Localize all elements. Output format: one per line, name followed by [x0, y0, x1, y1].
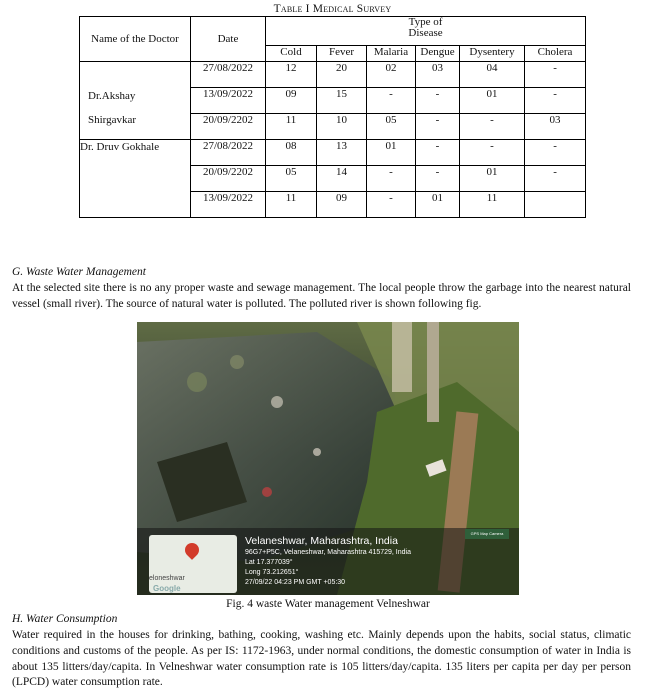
value-cell: 14: [317, 166, 367, 192]
waste-water-photo: [137, 322, 519, 595]
value-cell: -: [525, 140, 586, 166]
header-disease-malaria: Malaria: [367, 46, 416, 62]
value-cell: -: [367, 192, 416, 218]
value-cell: -: [416, 114, 460, 140]
header-type-line2: Disease: [408, 27, 443, 39]
value-cell: 08: [266, 140, 317, 166]
section-g-heading: G. Waste Water Management: [12, 266, 146, 278]
value-cell: -: [416, 140, 460, 166]
value-cell: 01: [460, 166, 525, 192]
value-cell: 03: [416, 62, 460, 88]
map-brand-logo: Google: [153, 584, 181, 593]
value-cell: 04: [460, 62, 525, 88]
table-title: Table I Medical Survey: [273, 3, 392, 15]
header-disease-dysentery: Dysentery: [460, 46, 525, 62]
value-cell: [525, 192, 586, 218]
table-row: [80, 62, 586, 88]
header-disease-dengue: Dengue: [416, 46, 460, 62]
value-cell: -: [525, 62, 586, 88]
date-cell: 27/08/2022: [191, 140, 266, 166]
header-doctor-name: Name of the Doctor: [80, 17, 191, 62]
value-cell: 01: [460, 88, 525, 114]
value-cell: 20: [317, 62, 367, 88]
value-cell: -: [460, 140, 525, 166]
value-cell: 02: [367, 62, 416, 88]
geotag-datetime: 27/09/22 04:23 PM GMT +05:30: [245, 579, 346, 586]
value-cell: 11: [460, 192, 525, 218]
value-cell: 01: [416, 192, 460, 218]
value-cell: -: [367, 166, 416, 192]
doctor-name-line2: Shirgavkar: [88, 114, 137, 126]
figure-caption: Fig. 4 waste Water management Velneshwar: [226, 598, 430, 610]
date-cell: 20/09/2202: [191, 114, 266, 140]
value-cell: 10: [317, 114, 367, 140]
value-cell: -: [525, 166, 586, 192]
value-cell: 11: [266, 192, 317, 218]
geotag-lat: Lat 17.377039°: [245, 559, 293, 566]
value-cell: 13: [317, 140, 367, 166]
section-h-body: Water required in the houses for drinking, bathing, cooking, washing etc. Mainly depends upon the habits, social status, climatic conditions and customs of the people. As per IS: 1172-1963, under normal conditions, the domestic consumption of water in India is about 135 litters/day/capita. In Velneshwar water consumption rate is 105 litters/day/capita. 135 liters per capita per day per person (LPCD) water consumption rate.: [12, 629, 631, 689]
value-cell: 01: [367, 140, 416, 166]
value-cell: 12: [266, 62, 317, 88]
value-cell: 09: [266, 88, 317, 114]
date-cell: 13/09/2022: [191, 88, 266, 114]
geotag-long: Long 73.212651°: [245, 569, 299, 576]
value-cell: 11: [266, 114, 317, 140]
header-disease-cold: Cold: [266, 46, 317, 62]
gps-camera-tag: GPS Map Camera: [465, 529, 509, 539]
value-cell: 15: [317, 88, 367, 114]
geotag-address: 96G7+P5C, Velaneshwar, Maharashtra 415729, India: [245, 549, 411, 556]
section-h-heading: H. Water Consumption: [12, 613, 118, 625]
value-cell: 05: [367, 114, 416, 140]
doctor-name-cell: [80, 62, 191, 140]
geotag-place: Velaneshwar, Maharashtra, India: [245, 535, 398, 547]
map-place-label: eloneshwar: [149, 575, 185, 582]
value-cell: 09: [317, 192, 367, 218]
header-type-of-disease: [266, 17, 586, 46]
date-cell: 20/09/2202: [191, 166, 266, 192]
doctor-name-line1: Dr. Druv Gokhale: [80, 141, 160, 153]
date-cell: 27/08/2022: [191, 62, 266, 88]
value-cell: -: [525, 88, 586, 114]
value-cell: 03: [525, 114, 586, 140]
value-cell: -: [416, 88, 460, 114]
value-cell: -: [367, 88, 416, 114]
doctor-name-cell: [80, 140, 191, 218]
value-cell: 05: [266, 166, 317, 192]
value-cell: -: [460, 114, 525, 140]
doctor-name-line1: Dr.Akshay: [88, 90, 136, 102]
header-type-line1: Type of: [408, 16, 443, 28]
date-cell: 13/09/2022: [191, 192, 266, 218]
medical-survey-table: [79, 16, 586, 218]
header-date: Date: [191, 17, 266, 62]
table-row: [80, 140, 586, 166]
header-disease-cholera: Cholera: [525, 46, 586, 62]
value-cell: -: [416, 166, 460, 192]
section-g-body: At the selected site there is no any proper waste and sewage management. The local people throw the garbage into the nearest natural vessel (small river). The source of natural water is polluted. The polluted river is shown following fig.: [12, 282, 631, 310]
header-disease-fever: Fever: [317, 46, 367, 62]
geotag-text: [245, 535, 411, 588]
